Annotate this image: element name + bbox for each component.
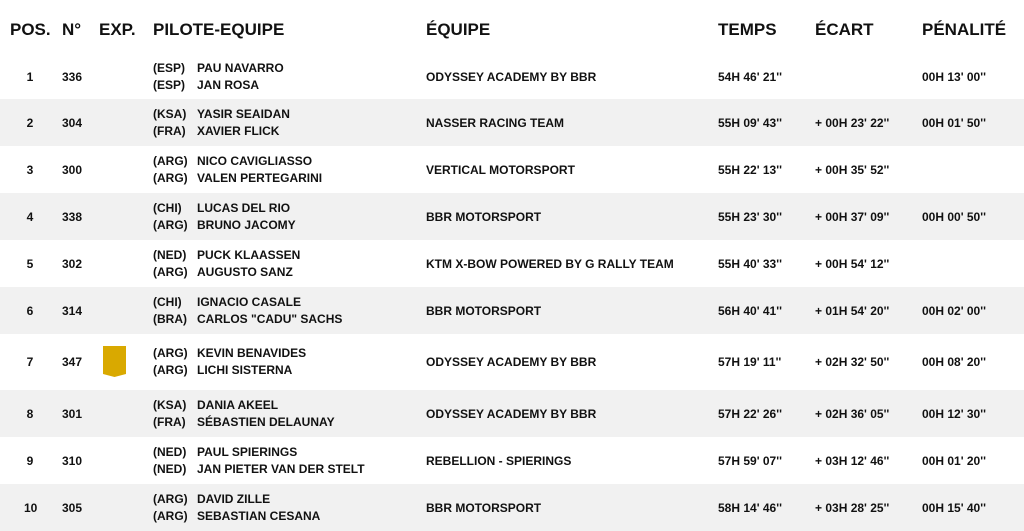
team-cell: BBR MOTORSPORT [426,303,542,318]
team-cell: BBR MOTORSPORT [426,500,542,515]
pilot-nationality: (ARG) [153,217,188,232]
position-cell: 9 [26,453,34,468]
pilots-cell [153,60,284,94]
pilot-nationality: (ARG) [153,153,188,168]
pilot-line [153,311,342,328]
time-cell: 55H 40' 33'' [718,256,782,271]
header-team: ÉQUIPE [426,20,491,39]
pilot-line [153,217,296,234]
gap-cell: + 02H 32' 50'' [815,355,890,369]
pilot-nationality: (ARG) [153,491,188,506]
pilot-line [153,444,365,461]
header-num: N° [62,20,82,39]
team-cell: ODYSSEY ACADEMY BY BBR [426,406,597,421]
team-cell: ODYSSEY ACADEMY BY BBR [426,355,597,369]
penalty-cell: 00H 13' 00'' [922,69,986,84]
gap-cell: + 03H 28' 25'' [815,500,890,515]
pilot-line [153,345,306,362]
pilot-line [153,491,320,508]
number-cell: 347 [62,355,83,369]
pilot-line [153,461,365,478]
pilot-name: JAN PIETER VAN DER STELT [197,461,365,476]
penalty-cell: 00H 08' 20'' [922,355,986,369]
pilots-cell [153,294,342,328]
pilot-nationality: (BRA) [153,311,187,326]
position-cell: 2 [26,115,34,130]
pilot-nationality: (ARG) [153,346,188,360]
team-cell: KTM X-BOW POWERED BY G RALLY TEAM [426,256,674,271]
time-cell: 56H 40' 41'' [718,303,782,318]
pilot-nationality: (ARG) [153,170,188,185]
pilot-name: JAN ROSA [197,77,260,92]
team-cell: NASSER RACING TEAM [426,115,565,130]
pilot-nationality: (NED) [153,444,187,459]
pilot-line [153,170,322,187]
pilot-nationality: (ARG) [153,508,188,523]
time-cell: 57H 22' 26'' [718,406,782,421]
pilot-name: VALEN PERTEGARINI [197,170,323,185]
gap-cell: + 00H 54' 12'' [815,256,890,271]
pilot-line [153,106,290,123]
penalty-cell: 00H 15' 40'' [922,500,986,515]
pilot-name: XAVIER FLICK [197,123,280,138]
pilot-name: SÉBASTIEN DELAUNAY [197,414,335,429]
pilot-nationality: (FRA) [153,123,186,138]
time-cell: 58H 14' 46'' [718,500,782,515]
time-cell: 57H 59' 07'' [718,453,782,468]
position-cell: 10 [24,500,38,515]
table-row [0,437,1024,484]
pilot-nationality: (KSA) [153,106,187,121]
time-cell: 55H 09' 43'' [718,115,782,130]
pilot-nationality: (CHI) [153,200,182,215]
pilot-name: YASIR SEAIDAN [197,106,290,121]
time-cell: 55H 23' 30'' [718,209,782,224]
pilot-nationality: (ESP) [153,77,186,92]
gap-cell: + 00H 23' 22'' [815,115,890,130]
header-pos: POS. [10,20,51,39]
penalty-cell: 00H 01' 20'' [922,453,986,468]
pilots-cell [153,247,300,281]
table-row [0,146,1024,193]
pilot-name: DANIA AKEEL [197,397,279,412]
pilot-nationality: (NED) [153,461,187,476]
pilot-line [153,77,284,94]
pilot-name: DAVID ZILLE [197,491,271,506]
gap-cell: + 02H 36' 05'' [815,406,890,421]
number-cell: 314 [62,303,83,318]
pilot-name: KEVIN BENAVIDES [197,346,307,360]
pilot-line [153,414,335,431]
number-cell: 310 [62,453,83,468]
header-time: TEMPS [718,20,777,39]
expert-badge-icon [103,346,126,378]
pilot-nationality: (CHI) [153,294,182,309]
pilot-line [153,123,290,140]
gap-cell: + 03H 12' 46'' [815,453,890,468]
pilots-cell [153,106,290,140]
gap-cell: + 00H 37' 09'' [815,209,890,224]
number-cell: 336 [62,69,83,84]
pilot-line [153,362,306,379]
table-row [0,287,1024,334]
number-cell: 305 [62,500,83,515]
pilot-line [153,153,322,170]
position-cell: 4 [26,209,34,224]
pilot-line [153,200,296,217]
pilots-cell [153,153,322,187]
pilot-name: NICO CAVIGLIASSO [197,153,313,168]
pilots-cell [153,444,365,478]
position-cell: 3 [26,162,34,177]
penalty-cell: 00H 01' 50'' [922,115,986,130]
table-row [0,484,1024,531]
header-exp: EXP. [99,20,136,39]
position-cell: 6 [26,303,34,318]
table-row [0,334,1024,390]
pilot-name: IGNACIO CASALE [197,294,302,309]
team-cell: BBR MOTORSPORT [426,209,542,224]
time-cell: 55H 22' 13'' [718,162,782,177]
table-row [0,240,1024,287]
header-pilots: PILOTE-EQUIPE [153,20,285,39]
pilot-line [153,508,320,525]
number-cell: 304 [62,115,83,130]
penalty-cell: 00H 02' 00'' [922,303,986,318]
pilot-name: LICHI SISTERNA [197,363,293,377]
gap-cell: + 00H 35' 52'' [815,162,890,177]
table-header [0,0,1024,54]
pilot-name: CARLOS "CADU" SACHS [197,311,343,326]
pilots-cell [153,491,320,525]
pilot-nationality: (ARG) [153,363,188,377]
pilot-line [153,60,284,77]
time-cell: 57H 19' 11'' [718,355,782,369]
team-cell: ODYSSEY ACADEMY BY BBR [426,69,597,84]
pilot-name: PAU NAVARRO [197,60,284,75]
pilot-nationality: (KSA) [153,397,187,412]
team-cell: REBELLION - SPIERINGS [426,453,572,468]
table-row [0,54,1024,99]
table-row [0,390,1024,437]
pilot-nationality: (ESP) [153,60,186,75]
pilot-name: LUCAS DEL RIO [197,200,291,215]
number-cell: 338 [62,209,83,224]
pilot-name: BRUNO JACOMY [197,217,296,232]
position-cell: 5 [26,256,34,271]
pilots-cell [153,200,296,234]
pilots-cell [153,345,306,379]
header-gap: ÉCART [815,20,874,39]
pilot-name: PUCK KLAASSEN [197,247,301,262]
penalty-cell: 00H 12' 30'' [922,406,986,421]
number-cell: 300 [62,162,83,177]
pilot-name: PAUL SPIERINGS [197,444,298,459]
position-cell: 8 [26,406,34,421]
pilot-nationality: (ARG) [153,264,188,279]
header-penalty: PÉNALITÉ [922,20,1007,39]
pilot-line [153,397,335,414]
team-cell: VERTICAL MOTORSPORT [426,162,575,177]
table-row [0,193,1024,240]
table-row [0,99,1024,146]
penalty-cell: 00H 00' 50'' [922,209,986,224]
number-cell: 302 [62,256,83,271]
pilot-line [153,264,300,281]
pilot-nationality: (NED) [153,247,187,262]
time-cell: 54H 46' 21'' [718,69,782,84]
pilot-line [153,294,342,311]
pilots-cell [153,397,335,431]
pilot-name: AUGUSTO SANZ [197,264,293,279]
position-cell: 1 [26,69,34,84]
pilot-nationality: (FRA) [153,414,186,429]
pilot-name: SEBASTIAN CESANA [197,508,321,523]
number-cell: 301 [62,406,83,421]
position-cell: 7 [26,355,34,369]
gap-cell: + 01H 54' 20'' [815,303,890,318]
pilot-line [153,247,300,264]
